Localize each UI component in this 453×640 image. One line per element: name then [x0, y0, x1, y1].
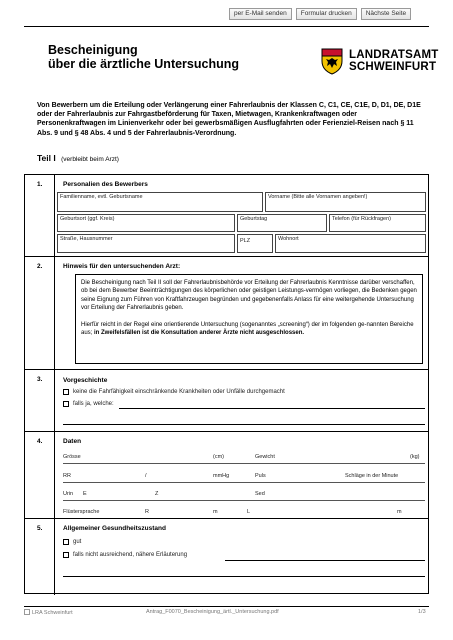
birthday-label: Geburtstag — [240, 216, 268, 222]
header — [24, 26, 439, 74]
city-field[interactable] — [275, 234, 426, 253]
logo-line-1: LANDRATSAMT — [349, 49, 439, 61]
phone-field[interactable] — [329, 214, 426, 232]
notice-paragraph-1: Die Bescheinigung nach Teil II soll der Fahrerlaubnisbehörde vor Erteilung der Fahrerlaubnis Kenntnisse darüber verschaffen, ob bei dem Bewerber Beeinträchtigungen des körperlichen oder geistigen Leistungs-vermögen vorliegen, die Bedenken gegen seine Eignung zum Führen von Kraftfahrzeugen begründen und gegebenenfalls Anlass für eine weitergehende Untersuchung vor Erteilung der Fahrerlaubnis geben. — [81, 280, 417, 312]
height-label: Grösse — [63, 454, 81, 460]
teil-label: Teil I — [37, 153, 56, 163]
pulse-label: Puls — [255, 473, 266, 479]
footer-left — [24, 609, 73, 616]
no-illness-checkbox[interactable] — [63, 389, 69, 395]
urine-e-label: E — [83, 491, 87, 497]
whisper-label: Flüstersprache — [63, 509, 100, 515]
first-name-label: Vorname (Bitte alle Vornamen angeben!) — [268, 194, 368, 200]
cm-unit: (cm) — [213, 454, 224, 460]
section-teil-1 — [37, 153, 119, 163]
birthday-field[interactable] — [237, 214, 327, 232]
illness-yes-label: falls ja, welche: — [73, 401, 114, 407]
notice-paragraph-2 — [81, 321, 417, 338]
phone-label: Telefon (für Rückfragen) — [332, 216, 391, 222]
footer-org: LRA Schweinfurt — [32, 610, 73, 616]
street-label: Straße, Hausnummer — [60, 236, 113, 242]
form — [24, 174, 429, 594]
health-good-label: gut — [73, 539, 82, 545]
section-number: 5. — [37, 525, 43, 532]
notice-box — [75, 274, 423, 364]
first-name-field[interactable] — [265, 192, 426, 212]
section-doctor-notice — [25, 257, 428, 370]
section-general-health — [25, 519, 428, 595]
section-history — [25, 370, 428, 432]
section-title: Daten — [63, 438, 82, 445]
section-title: Allgemeiner Gesundheitszustand — [63, 525, 166, 532]
weight-label: Gewicht — [255, 454, 275, 460]
footer-rule — [24, 606, 429, 607]
mmhg-unit: mmHg — [213, 473, 230, 479]
toolbar — [229, 8, 411, 20]
section-number: 4. — [37, 438, 43, 445]
title-line-1: Bescheinigung — [48, 43, 138, 57]
rr-slash: / — [145, 473, 147, 479]
birthplace-label: Geburtsort (ggf. Kreis) — [60, 216, 115, 222]
street-field[interactable] — [57, 234, 235, 253]
section-number: 2. — [37, 263, 43, 270]
section-title: Hinweis für den untersuchenden Arzt: — [63, 263, 181, 270]
section-number: 1. — [37, 181, 43, 188]
whisper-l-label: L — [247, 509, 251, 515]
family-name-label: Familienname, evtl. Geburtsname — [60, 194, 143, 200]
intro-text: Von Bewerbern um die Erteilung oder Verlängerung einer Fahrerlaubnis der Klassen C, C1, CE, C1E, D, D1, DE, D1E oder der Fahrerlaubnis zur Fahrgastbeförderung für Taxen, Mietwagen, Krankenkraftwagen oder Personenkraftwagen im Linienverkehr oder bei gewerbsmäßigen Ausflugfahrten oder Ferienziel-Reisen nach § 11 Abs. 9 und § 48 Abs. 4 und 5 der Fahrerlaubnis-Verordnung. — [37, 102, 421, 137]
health-good-checkbox[interactable] — [63, 539, 69, 545]
page-title — [48, 43, 239, 71]
data-row-line — [63, 500, 425, 501]
footer-filename: Antrag_F0070_Bescheinigung_ärtl._Untersuchung.pdf — [146, 609, 279, 615]
section-number: 3. — [37, 376, 43, 383]
logo-line-2: SCHWEINFURT — [349, 61, 437, 73]
section-personal-data — [25, 175, 428, 257]
family-name-field[interactable] — [57, 192, 263, 212]
illness-yes-checkbox[interactable] — [63, 401, 69, 407]
send-email-button[interactable]: per E-Mail senden — [229, 8, 292, 20]
whisper-r-label: R — [145, 509, 149, 515]
urine-label: Urin — [63, 491, 74, 497]
title-line-2: über die ärztliche Untersuchung — [48, 57, 240, 71]
section-title: Vorgeschichte — [63, 377, 108, 384]
whisper-l-unit: m — [397, 509, 402, 515]
health-insufficient-label: falls nicht ausreichend, nähere Erläuterung — [73, 552, 188, 558]
sed-label: Sed — [255, 491, 265, 497]
zip-label: PLZ — [240, 238, 251, 244]
data-row-line — [63, 482, 425, 483]
data-row-line — [63, 463, 425, 464]
answer-line[interactable] — [63, 424, 425, 425]
teil-note: (verbleibt beim Arzt) — [61, 156, 119, 163]
document-icon — [24, 609, 30, 615]
urine-z-label: Z — [155, 491, 159, 497]
section-title: Personalien des Bewerbers — [63, 181, 148, 188]
no-illness-label: keine die Fahrfähigkeit einschränkende Krankheiten oder Unfälle durchgemacht — [73, 389, 285, 395]
kg-unit: (kg) — [410, 454, 420, 460]
section-data — [25, 432, 428, 519]
zip-field[interactable] — [237, 234, 273, 253]
answer-line[interactable] — [119, 408, 425, 409]
print-form-button[interactable]: Formular drucken — [296, 8, 357, 20]
logo — [320, 47, 439, 75]
city-label: Wohnort — [278, 236, 299, 242]
rr-label: RR — [63, 473, 71, 479]
next-page-button[interactable]: Nächste Seite — [361, 8, 411, 20]
notice-text: Hierfür reicht in der Regel eine orientierende Untersuchung (sogenanntes „screening“) der im folgenden ge-nannten Bereiche aus; — [81, 321, 414, 337]
whisper-r-unit: m — [213, 509, 218, 515]
answer-line[interactable] — [63, 576, 425, 577]
birthplace-field[interactable] — [57, 214, 235, 232]
health-insufficient-checkbox[interactable] — [63, 552, 69, 558]
beats-unit: Schläge in der Minute — [345, 473, 399, 479]
notice-emphasis: in Zweifelsfällen ist die Konsultation anderer Ärzte nicht ausgeschlossen. — [94, 330, 305, 337]
answer-line[interactable] — [225, 560, 425, 561]
coat-of-arms-icon — [320, 47, 344, 75]
page-number: 1/3 — [418, 609, 426, 615]
